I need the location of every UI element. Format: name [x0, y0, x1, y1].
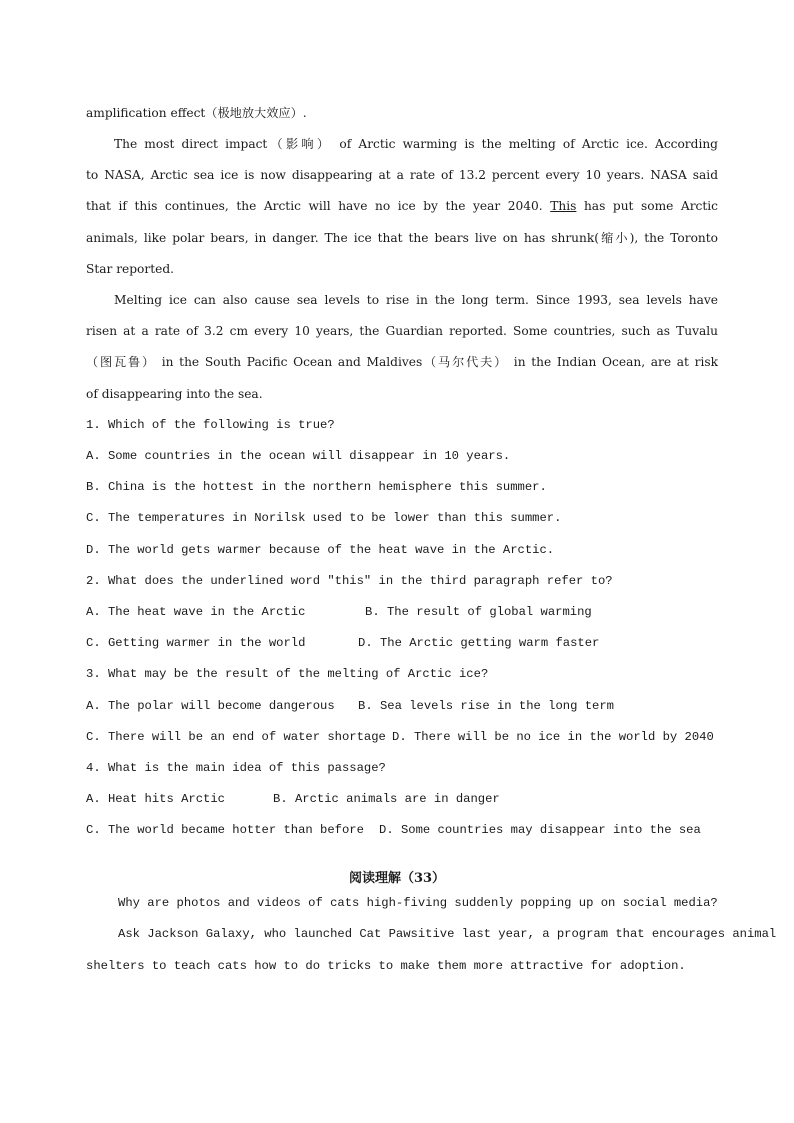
question-4-option-d: D. Some countries may disappear into the sea: [379, 823, 701, 837]
question-3-options-ab: [86, 698, 718, 714]
paragraph-3-line-2: risen at a rate of 3.2 cm every 10 years, the Guardian reported. Some countries, such as Tuvalu: [86, 324, 718, 338]
question-2-option-d: D. The Arctic getting warm faster: [358, 636, 600, 650]
question-3-options-cd: [86, 729, 718, 745]
question-1-stem: 1. Which of the following is true?: [86, 418, 335, 432]
paragraph-2-line-1: The most direct impact（影响） of Arctic warming is the melting of Arctic ice. According: [114, 137, 718, 151]
question-1-option-c: C. The temperatures in Norilsk used to be lower than this summer.: [86, 511, 562, 525]
question-4-stem: 4. What is the main idea of this passage?: [86, 761, 386, 775]
paragraph-2-line-5: Star reported.: [86, 262, 175, 276]
question-3-option-c: C. There will be an end of water shortage: [86, 730, 386, 744]
section-title: 阅读理解（33）: [348, 871, 446, 886]
question-4-option-b: B. Arctic animals are in danger: [273, 792, 500, 806]
section-paragraph-2-line-1: Ask Jackson Galaxy, who launched Cat Pawsitive last year, a program that encourages animal: [118, 927, 777, 941]
paragraph-3-line-3: （图瓦鲁） in the South Pacific Ocean and Maldives（马尔代夫） in the Indian Ocean, are at risk: [86, 355, 718, 369]
section-paragraph-1: Why are photos and videos of cats high-fiving suddenly popping up on social media?: [118, 896, 718, 910]
question-2-option-a: A. The heat wave in the Arctic: [86, 605, 306, 619]
question-1-option-d: D. The world gets warmer because of the heat wave in the Arctic.: [86, 543, 555, 557]
question-2-stem: 2. What does the underlined word "this" in the third paragraph refer to?: [86, 574, 613, 588]
question-2-options-ab: [86, 604, 718, 620]
paragraph-3-line-4: of disappearing into the sea.: [86, 387, 263, 401]
paragraph-2-line-2: to NASA, Arctic sea ice is now disappearing at a rate of 13.2 percent every 10 years. NASA said: [86, 168, 718, 182]
question-2-option-c: C. Getting warmer in the world: [86, 636, 306, 650]
question-2-options-cd: [86, 635, 718, 651]
passage-line: amplification effect（极地放大效应）.: [86, 106, 307, 120]
question-4-option-c: C. The world became hotter than before: [86, 823, 364, 837]
paragraph-2-line-3: [86, 198, 718, 214]
question-3-option-b: B. Sea levels rise in the long term: [358, 699, 614, 713]
question-1-option-b: B. China is the hottest in the northern hemisphere this summer.: [86, 480, 547, 494]
question-4-options-cd: [86, 822, 718, 838]
paragraph-3-line-1: Melting ice can also cause sea levels to rise in the long term. Since 1993, sea levels have: [114, 293, 718, 307]
question-2-option-b: B. The result of global warming: [365, 605, 592, 619]
underlined-word-this: This: [550, 199, 577, 213]
question-3-option-a: A. The polar will become dangerous: [86, 699, 335, 713]
question-3-option-d: D. There will be no ice in the world by 2040: [392, 730, 714, 744]
paragraph-2-line-4: animals, like polar bears, in danger. The ice that the bears live on has shrunk(缩小), the Toronto: [86, 231, 718, 245]
p2-l3-rest: has put some Arctic: [583, 199, 719, 213]
section-paragraph-2-line-2: shelters to teach cats how to do tricks to make them more attractive for adoption.: [86, 959, 686, 973]
question-4-options-ab: [86, 791, 718, 807]
question-1-option-a: A. Some countries in the ocean will disappear in 10 years.: [86, 449, 511, 463]
p2-l3-text: that if this continues, the Arctic will have no ice by the year 2040.: [86, 199, 543, 213]
question-4-option-a: A. Heat hits Arctic: [86, 792, 225, 806]
question-3-stem: 3. What may be the result of the melting of Arctic ice?: [86, 667, 489, 681]
